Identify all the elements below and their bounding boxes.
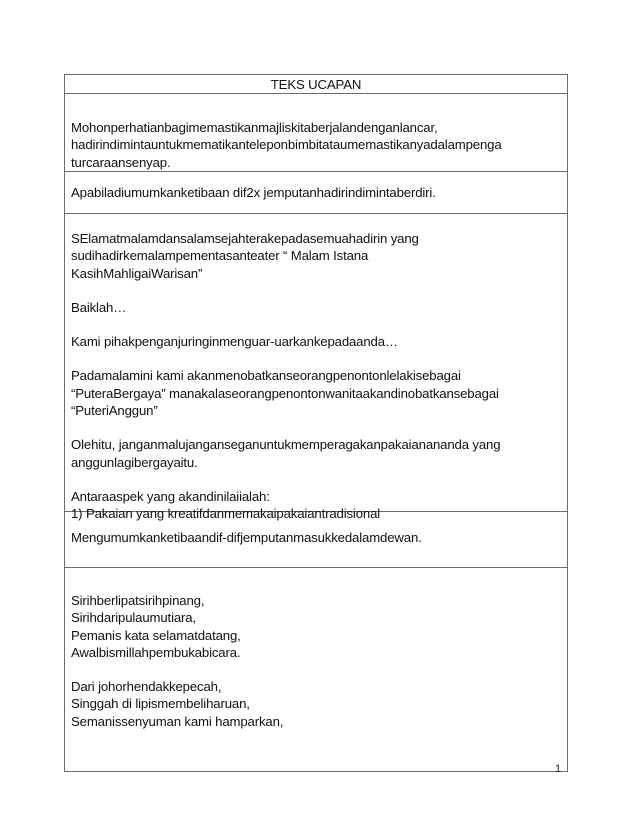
paragraph-gap (71, 471, 561, 488)
text-line: Apabiladiumumkanketibaan dif2x jemputanhadirindimintaberdiri. (71, 185, 436, 200)
page-number: 1 (555, 763, 562, 775)
text-line: Dari johorhendakkepecah, (71, 679, 222, 695)
paragraph-gap (71, 316, 561, 333)
text-line: KasihMahligaiWarisan” (71, 265, 203, 281)
text-line: 1) Pakaian yang kreatifdanmemakaipakaiantradisional (71, 506, 381, 522)
table-title-cell (65, 75, 567, 94)
paragraph-gap (71, 661, 561, 678)
cell-guest-arrival (65, 172, 567, 214)
text-line: “PuteraBergaya” manakalaseorangpenontonwanitaakandinobatkansebagai (71, 385, 499, 401)
text-line: Pemanis kata selamatdatang, (71, 627, 241, 643)
cell-pantun (65, 568, 567, 772)
text-line: Padamalamini kami akanmenobatkanseorangpenontonlelakisebagai (71, 368, 461, 384)
text-line: hadirindimintauntukmematikanteleponbimbitataumemastikanyadalampenga (71, 137, 502, 153)
text-line: Semanissenyuman kami hamparkan, (71, 713, 284, 729)
text-line: “PuteriAnggun” (71, 403, 158, 419)
text-line: Mengumumkanketibaandif-difjemputanmasukkedalamdewan. (71, 530, 422, 545)
cell-welcome-speech (65, 214, 567, 522)
table-title: TEKS UCAPAN (270, 77, 362, 92)
text-line: turcaraansenyap. (71, 154, 171, 170)
text-line: Sirihdaripulaumutiara, (71, 610, 196, 626)
text-line: Mohonperhatianbagimemastikanmajliskitaberjalandenganlancar, (71, 120, 438, 135)
text-line: anggunlagibergayaitu. (71, 454, 198, 470)
text-line: Singgah di lipismembeliharuan, (71, 696, 250, 712)
text-line: SElamatmalamdansalamsejahterakepadasemuahadirin yang (71, 231, 419, 246)
text-line: Kami pihakpenganjuringinmenguar-uarkankepadaanda… (71, 334, 398, 350)
text-line: Sirihberlipatsirihpinang, (71, 593, 205, 608)
text-line: Baiklah… (71, 299, 127, 315)
speech-table (64, 74, 568, 772)
text-line: Olehitu, janganmalujanganseganuntukmemperagakanpakaianananda yang (71, 437, 501, 453)
text-line: Awalbismillahpembukabicara. (71, 644, 241, 660)
text-line: Antaraaspek yang akandinilaiialah: (71, 488, 270, 504)
paragraph-gap (71, 419, 561, 436)
paragraph-gap (71, 350, 561, 367)
cell-attention-notice (65, 94, 567, 172)
paragraph-gap (71, 282, 561, 299)
text-line: sudihadirkemalampementasanteater “ Malam Istana (71, 248, 369, 264)
